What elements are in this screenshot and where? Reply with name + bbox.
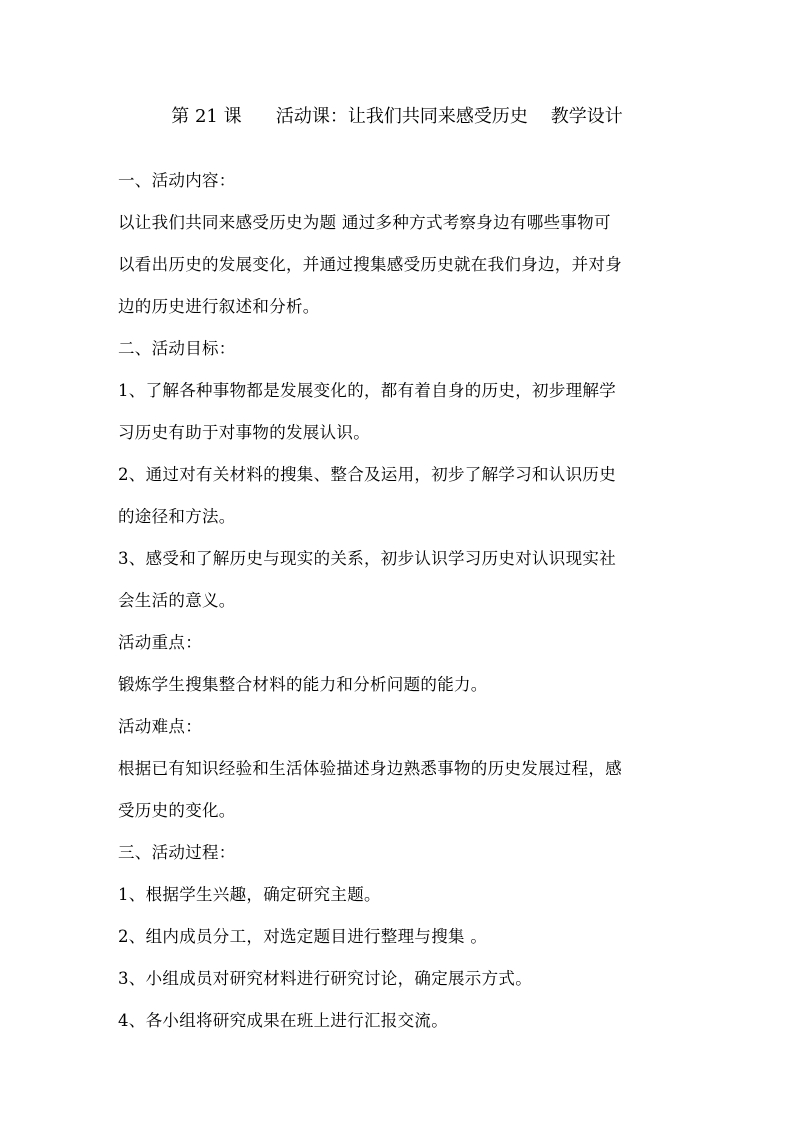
section-heading-activity-goals: 二、活动目标： (118, 339, 236, 358)
section-heading-activity-process: 三、活动过程： (118, 843, 236, 862)
list-item-line: 习历史有助于对事物的发展认识。 (118, 423, 370, 442)
list-item-line: 会生活的意义。 (118, 591, 236, 610)
list-item-line: 3、感受和了解历史与现实的关系，初步认识学习历史对认识现实社 (118, 549, 616, 568)
paragraph-line: 边的历史进行叙述和分析。 (118, 297, 320, 316)
section-heading-key-point: 活动重点： (118, 633, 202, 652)
list-item-line: 3、小组成员对研究材料进行研究讨论，确定展示方式。 (118, 969, 532, 988)
paragraph-line: 以让我们共同来感受历史为题 通过多种方式考察身边有哪些事物可 (118, 213, 611, 232)
list-item-line: 的途径和方法。 (118, 507, 236, 526)
paragraph-line: 锻炼学生搜集整合材料的能力和分析问题的能力。 (118, 675, 488, 694)
list-item-line: 2、组内成员分工，对选定题目进行整理与搜集 。 (118, 927, 488, 946)
section-heading-difficulty: 活动难点： (118, 717, 202, 736)
list-item-line: 1、根据学生兴趣，确定研究主题。 (118, 885, 381, 904)
paragraph-line: 以看出历史的发展变化，并通过搜集感受历史就在我们身边，并对身 (118, 255, 622, 274)
paragraph-line: 根据已有知识经验和生活体验描述身边熟悉事物的历史发展过程，感 (118, 759, 622, 778)
section-heading-activity-content: 一、活动内容： (118, 171, 236, 190)
list-item-line: 4、各小组将研究成果在班上进行汇报交流。 (118, 1011, 448, 1030)
list-item-line: 1、了解各种事物都是发展变化的，都有着自身的历史，初步理解学 (118, 381, 616, 400)
document-title: 第 21 课 活动课：让我们共同来感受历史 教学设计 (171, 106, 623, 127)
paragraph-line: 受历史的变化。 (118, 801, 236, 820)
list-item-line: 2、通过对有关材料的搜集、整合及运用，初步了解学习和认识历史 (118, 465, 616, 484)
